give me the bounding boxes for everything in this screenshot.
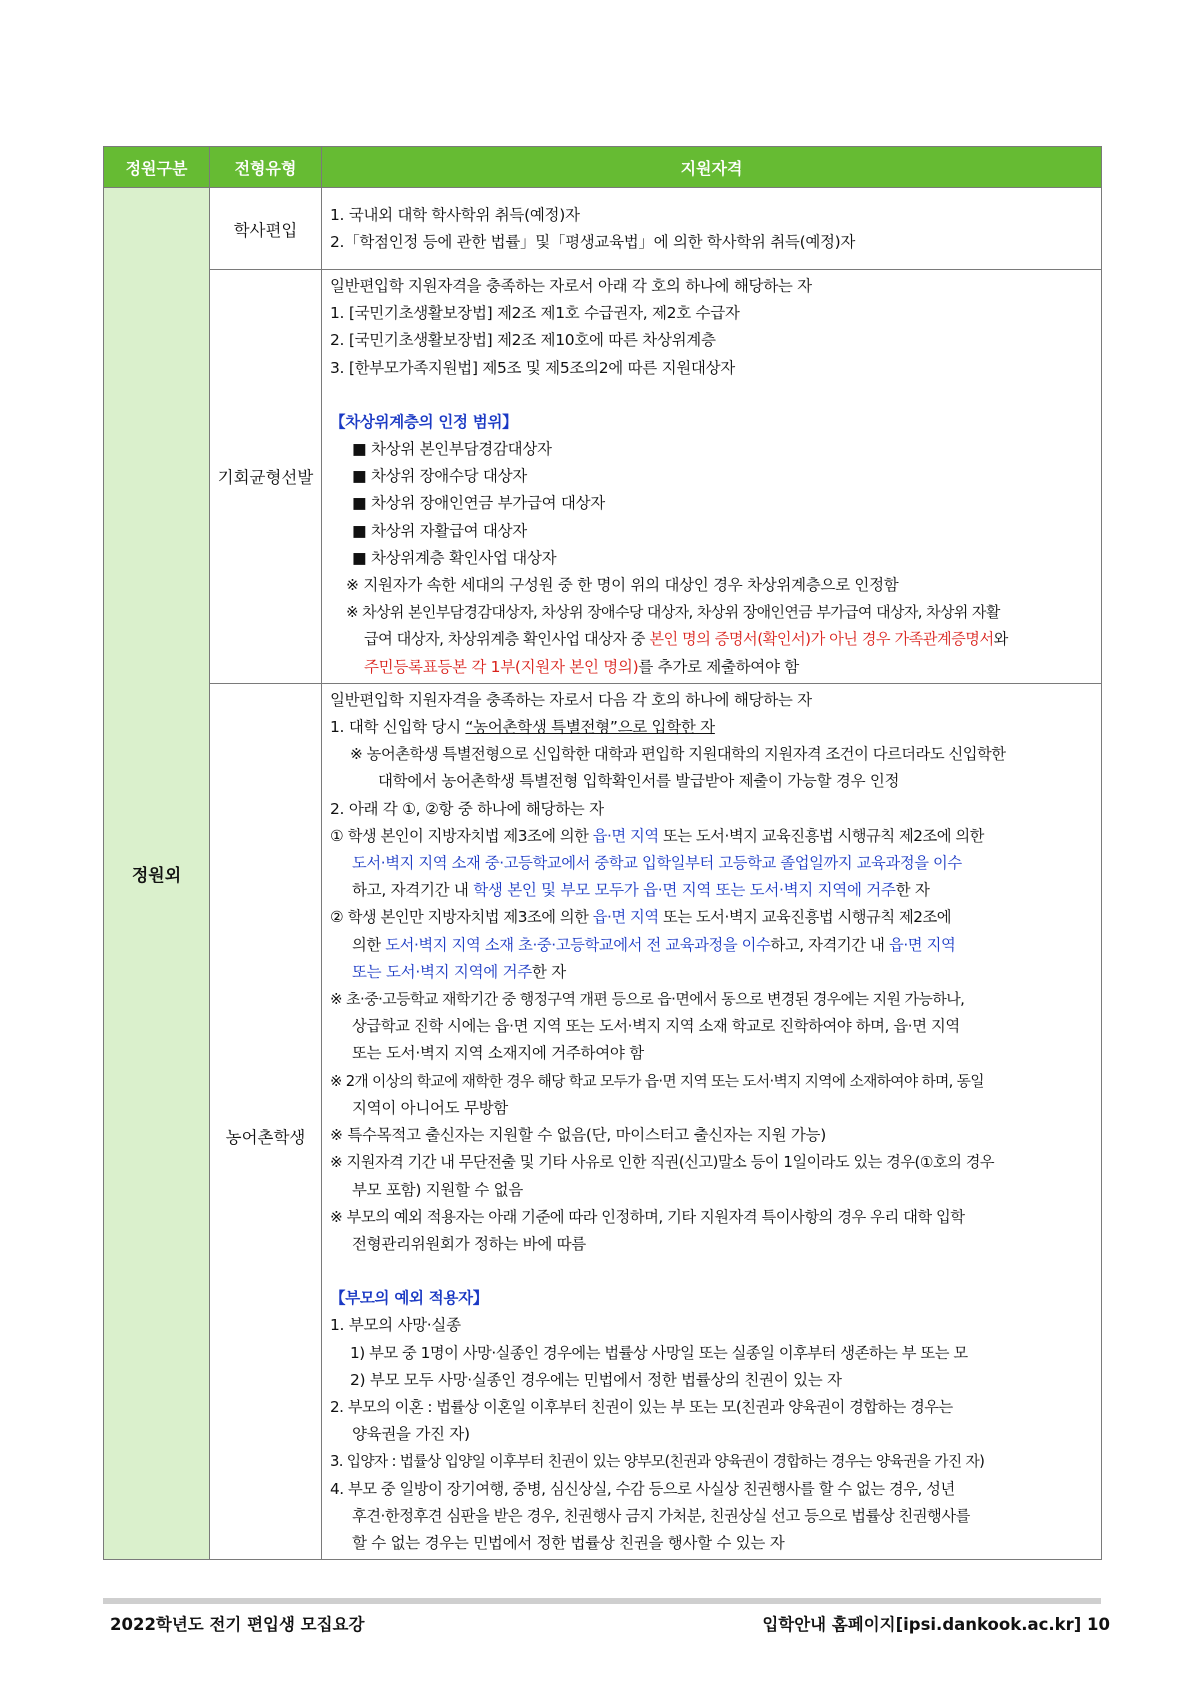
list-item: 1) 부모 중 1명이 사망·실종인 경우에는 법률상 사망일 또는 실종일 이후부터 생존하는 부 또는 모 [350,1343,968,1362]
condition-highlight: 도서·벽지 지역 소재 초·중·고등학교에서 전 교육과정을 이수 [385,935,771,954]
condition-line [330,823,1095,850]
list-item: 2) 부모 모두 사망·실종인 경우에는 민법에서 정한 법률상의 친권이 있는 자 [350,1370,842,1389]
condition-highlight: 읍·면 지역 [888,935,956,954]
list-item: 2. 아래 각 ①, ②항 중 하나에 해당하는 자 [330,799,604,818]
qualification-cell [322,270,1102,684]
note-line: ※ 초·중·고등학교 재학기간 중 행정구역 개편 등으로 읍·면에서 동으로 변경된 경우에는 지원 가능하나, [330,990,965,1009]
condition-line [330,932,1095,959]
note-text: 와 [993,630,1008,649]
item-underlined: “농어촌학생 특별전형”으로 입학한 자 [465,718,715,737]
bullet-item: ■ 차상위 장애인연금 부가급여 대상자 [352,494,605,513]
admission-type-cell: 농어촌학생 [210,683,322,1559]
condition-text: 한 자 [531,962,566,981]
header-admission-type: 전형유형 [210,147,322,188]
table-row [104,188,1102,270]
note-text: 를 추가로 제출하여야 함 [638,657,799,676]
footer-title: 2022학년도 전기 편입생 모집요강 [110,1615,365,1634]
condition-highlight: 학생 본인 및 부모 모두가 읍·면 지역 또는 도서·벽지 지역에 거주 [473,881,896,900]
note-line [330,654,1095,681]
quota-category-cell: 정원외 [104,188,210,1560]
table-row [104,270,1102,684]
note-line: ※ 지원자격 기간 내 무단전출 및 기타 사유로 인한 직권(신고)말소 등이 1일이라도 있는 경우(①호의 경우 [330,1153,995,1172]
condition-text: 하고, 자격기간 내 [770,935,889,954]
condition-highlight: 또는 도서·벽지 지역에 거주 [352,962,532,981]
section-title: 【부모의 예외 적용자】 [330,1289,488,1308]
note-line: ※ 지원자가 속한 세대의 구성원 중 한 명이 위의 대상인 경우 차상위계층으로 인정함 [346,576,899,595]
condition-highlight: 읍·면 지역 [592,908,659,927]
note-line: 부모 포함) 지원할 수 없음 [352,1180,523,1199]
bullet-item: ■ 차상위 장애수당 대상자 [352,467,527,486]
note-line: ※ 농어촌학생 특별전형으로 신입학한 대학과 편입학 지원대학의 지원자격 조건이 다르더라도 신입학한 [350,745,1006,764]
note-line: ※ 특수목적고 출신자는 지원할 수 없음(단, 마이스터고 출신자는 지원 가능) [330,1126,826,1145]
table-header-row [104,147,1102,188]
note-line: 상급학교 진학 시에는 읍·면 지역 또는 도서·벽지 지역 소재 학교로 진학하여야 하며, 읍·면 지역 [352,1017,960,1036]
section-title: 【차상위계층의 인정 범위】 [330,412,518,431]
list-item: 양육권을 가진 자) [352,1425,470,1444]
note-highlight: 가족관계증명서 [894,630,994,649]
bullet-item: ■ 차상위 본인부담경감대상자 [352,440,552,459]
list-item: 할 수 없는 경우는 민법에서 정한 법률상 친권을 행사할 수 있는 자 [352,1533,785,1552]
footer-divider [103,1598,1101,1604]
condition-line [330,904,1095,931]
note-line: ※ 2개 이상의 학교에 재학한 경우 해당 학교 모두가 읍·면 지역 또는 도서·벽지 지역에 소재하여야 하며, 동일 [330,1072,984,1090]
list-item: 1. 부모의 사망·실종 [330,1316,461,1335]
footer-page-info: 입학안내 홈페이지[ipsi.dankook.ac.kr] 10 [762,1615,1110,1634]
condition-text: 한 자 [895,881,930,900]
bullet-item: ■ 차상위 자활급여 대상자 [352,521,527,540]
list-item: 2. [국민기초생활보장법] 제2조 제10호에 따른 차상위계층 [330,331,716,350]
list-item: 후견·한정후견 심판을 받은 경우, 친권행사 금지 가처분, 친권상실 선고 등으로 법률상 친권행사를 [352,1506,970,1525]
intro-line: 일반편입학 지원자격을 충족하는 자로서 다음 각 호의 하나에 해당하는 자 [330,690,812,709]
intro-line: 일반편입학 지원자격을 충족하는 자로서 아래 각 호의 하나에 해당하는 자 [330,277,812,295]
list-item: 3. 입양자 : 법률상 입양일 이후부터 친권이 있는 양부모(친권과 양육권이 경합하는 경우는 양육권을 가진 자) [330,1453,985,1471]
header-quota-category: 정원구분 [104,147,210,188]
qualification-line: 2.「학점인정 등에 관한 법률」및「평생교육법」에 의한 학사학위 취득(예정)자 [330,233,856,251]
admission-qualification-table [103,146,1102,1560]
condition-highlight: 읍·면 지역 [592,826,659,845]
list-item: 2. 부모의 이혼 : 법률상 이혼일 이후부터 친권이 있는 부 또는 모(친권과 양육권이 경합하는 경우는 [330,1397,953,1416]
item-text: 1. 대학 신입학 당시 [330,718,466,737]
condition-text: 또는 도서·벽지 교육진흥법 시행규칙 제2조에 의한 [658,826,984,845]
condition-line [330,877,1095,904]
list-item: 3. [한부모가족지원법] 제5조 및 제5조의2에 따른 지원대상자 [330,358,735,377]
note-line [330,626,1095,653]
note-line: 또는 도서·벽지 지역 소재지에 거주하여야 함 [352,1044,644,1063]
condition-text: ① 학생 본인이 지방자치법 제3조에 의한 [330,826,593,845]
qualification-cell [322,683,1102,1559]
admission-type-cell: 기회균형선발 [210,270,322,684]
condition-line [330,959,1095,986]
table-row [104,683,1102,1559]
note-highlight: 본인 명의 증명서(확인서)가 아닌 경우 [649,630,891,649]
note-line: ※ 차상위 본인부담경감대상자, 차상위 장애수당 대상자, 차상위 장애인연금 부가급여 대상자, 차상위 자활 [346,603,1000,622]
header-qualification: 지원자격 [322,147,1102,188]
list-item: 1. [국민기초생활보장법] 제2조 제1호 수급권자, 제2호 수급자 [330,304,740,323]
note-highlight: 주민등록표등본 각 1부(지원자 본인 명의) [364,657,639,676]
bullet-item: ■ 차상위계층 확인사업 대상자 [352,548,557,567]
list-item: 4. 부모 중 일방이 장기여행, 중병, 심신상실, 수감 등으로 사실상 친권행사를 할 수 없는 경우, 성년 [330,1479,955,1498]
note-line: ※ 부모의 예외 적용자는 아래 기준에 따라 인정하며, 기타 지원자격 특이사항의 경우 우리 대학 입학 [330,1207,965,1226]
condition-text: 또는 도서·벽지 교육진흥법 시행규칙 제2조에 [658,908,952,927]
note-line: 지역이 아니어도 무방함 [352,1098,508,1117]
condition-line: 도서·벽지 지역 소재 중·고등학교에서 중학교 입학일부터 고등학교 졸업일까지 교육과정을 이수 [352,854,962,873]
condition-text: 의한 [352,935,386,954]
qualification-cell [322,188,1102,270]
condition-text: 하고, 자격기간 내 [352,881,474,900]
note-line: 대학에서 농어촌학생 특별전형 입학확인서를 발급받아 제출이 가능할 경우 인정 [378,772,900,791]
condition-text: ② 학생 본인만 지방자치법 제3조에 의한 [330,908,593,927]
admission-type-cell: 학사편입 [210,188,322,270]
qualification-line: 1. 국내외 대학 학사학위 취득(예정)자 [330,205,580,224]
list-item [330,714,1095,741]
note-line: 전형관리위원회가 정하는 바에 따름 [352,1234,586,1253]
note-text: 급여 대상자, 차상위계층 확인사업 대상자 중 [364,630,650,649]
